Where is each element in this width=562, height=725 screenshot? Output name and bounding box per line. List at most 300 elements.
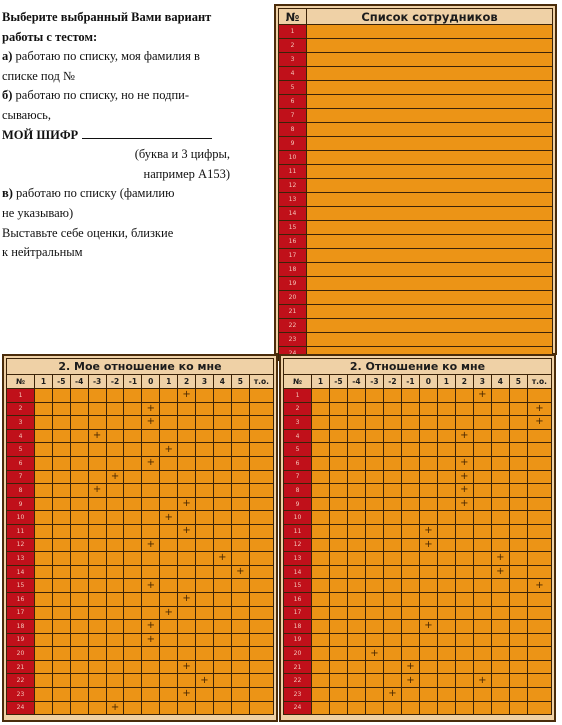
score-cell[interactable] bbox=[329, 470, 347, 484]
score-cell[interactable] bbox=[70, 511, 88, 525]
score-cell[interactable] bbox=[70, 592, 88, 606]
score-cell[interactable] bbox=[437, 647, 455, 661]
score-cell[interactable] bbox=[213, 389, 231, 403]
score-cell[interactable] bbox=[160, 497, 178, 511]
employee-name-cell[interactable] bbox=[307, 109, 553, 123]
score-cell[interactable] bbox=[347, 470, 365, 484]
score-cell[interactable] bbox=[70, 456, 88, 470]
score-cell[interactable]: + bbox=[455, 456, 473, 470]
score-cell[interactable] bbox=[52, 389, 70, 403]
score-cell[interactable] bbox=[383, 538, 401, 552]
score-cell[interactable] bbox=[509, 620, 527, 634]
score-cell[interactable] bbox=[196, 579, 214, 593]
score-cell[interactable] bbox=[365, 688, 383, 702]
score-cell[interactable] bbox=[383, 592, 401, 606]
score-cell[interactable] bbox=[106, 429, 124, 443]
score-cell[interactable] bbox=[142, 647, 160, 661]
score-cell[interactable] bbox=[213, 620, 231, 634]
employee-name-cell[interactable] bbox=[307, 319, 553, 333]
score-cell[interactable] bbox=[347, 538, 365, 552]
score-cell[interactable] bbox=[312, 674, 330, 688]
score-cell[interactable] bbox=[70, 606, 88, 620]
score-cell[interactable] bbox=[142, 674, 160, 688]
score-cell[interactable] bbox=[88, 470, 106, 484]
score-cell[interactable] bbox=[124, 579, 142, 593]
score-cell[interactable] bbox=[249, 470, 273, 484]
score-cell[interactable]: + bbox=[527, 579, 551, 593]
score-cell[interactable] bbox=[509, 456, 527, 470]
score-cell[interactable] bbox=[491, 456, 509, 470]
score-cell[interactable] bbox=[70, 688, 88, 702]
score-cell[interactable] bbox=[491, 660, 509, 674]
score-cell[interactable] bbox=[383, 565, 401, 579]
score-cell[interactable] bbox=[509, 389, 527, 403]
score-cell[interactable] bbox=[329, 497, 347, 511]
score-cell[interactable] bbox=[401, 511, 419, 525]
employee-name-cell[interactable] bbox=[307, 291, 553, 305]
score-cell[interactable]: + bbox=[527, 402, 551, 416]
score-cell[interactable] bbox=[231, 660, 249, 674]
score-cell[interactable] bbox=[473, 456, 491, 470]
score-cell[interactable] bbox=[213, 565, 231, 579]
score-cell[interactable] bbox=[178, 552, 196, 566]
score-cell[interactable] bbox=[52, 416, 70, 430]
score-cell[interactable]: + bbox=[196, 674, 214, 688]
score-cell[interactable]: + bbox=[455, 484, 473, 498]
score-cell[interactable] bbox=[312, 443, 330, 457]
score-cell[interactable] bbox=[160, 565, 178, 579]
score-cell[interactable] bbox=[213, 443, 231, 457]
score-cell[interactable] bbox=[401, 484, 419, 498]
score-cell[interactable] bbox=[527, 592, 551, 606]
score-cell[interactable] bbox=[509, 524, 527, 538]
score-cell[interactable]: + bbox=[401, 660, 419, 674]
score-cell[interactable] bbox=[312, 524, 330, 538]
score-cell[interactable] bbox=[178, 470, 196, 484]
score-cell[interactable] bbox=[52, 443, 70, 457]
score-cell[interactable]: + bbox=[419, 620, 437, 634]
score-cell[interactable] bbox=[196, 647, 214, 661]
score-cell[interactable] bbox=[455, 389, 473, 403]
score-cell[interactable] bbox=[437, 524, 455, 538]
score-cell[interactable] bbox=[106, 402, 124, 416]
score-cell[interactable] bbox=[142, 484, 160, 498]
score-cell[interactable] bbox=[249, 592, 273, 606]
score-cell[interactable] bbox=[142, 606, 160, 620]
score-cell[interactable] bbox=[437, 592, 455, 606]
score-cell[interactable] bbox=[329, 443, 347, 457]
score-cell[interactable] bbox=[70, 443, 88, 457]
score-cell[interactable] bbox=[35, 552, 53, 566]
score-cell[interactable] bbox=[52, 606, 70, 620]
score-cell[interactable] bbox=[249, 579, 273, 593]
score-cell[interactable] bbox=[160, 701, 178, 715]
score-cell[interactable] bbox=[347, 688, 365, 702]
score-cell[interactable] bbox=[35, 688, 53, 702]
score-cell[interactable] bbox=[419, 402, 437, 416]
score-cell[interactable] bbox=[329, 538, 347, 552]
score-cell[interactable] bbox=[527, 497, 551, 511]
score-cell[interactable] bbox=[312, 511, 330, 525]
score-cell[interactable] bbox=[347, 633, 365, 647]
score-cell[interactable] bbox=[213, 416, 231, 430]
score-cell[interactable] bbox=[106, 443, 124, 457]
score-cell[interactable] bbox=[124, 429, 142, 443]
score-cell[interactable] bbox=[88, 701, 106, 715]
score-cell[interactable] bbox=[365, 456, 383, 470]
score-cell[interactable] bbox=[52, 592, 70, 606]
score-cell[interactable] bbox=[249, 660, 273, 674]
score-cell[interactable] bbox=[509, 552, 527, 566]
score-cell[interactable] bbox=[329, 660, 347, 674]
score-cell[interactable] bbox=[401, 565, 419, 579]
score-cell[interactable] bbox=[142, 443, 160, 457]
score-cell[interactable] bbox=[196, 456, 214, 470]
score-cell[interactable] bbox=[88, 633, 106, 647]
score-cell[interactable] bbox=[124, 484, 142, 498]
score-cell[interactable] bbox=[142, 524, 160, 538]
score-cell[interactable] bbox=[249, 456, 273, 470]
score-cell[interactable] bbox=[142, 470, 160, 484]
score-cell[interactable] bbox=[124, 524, 142, 538]
score-cell[interactable]: + bbox=[365, 647, 383, 661]
score-cell[interactable] bbox=[509, 497, 527, 511]
score-cell[interactable] bbox=[178, 701, 196, 715]
score-cell[interactable] bbox=[527, 565, 551, 579]
score-cell[interactable] bbox=[329, 429, 347, 443]
score-cell[interactable] bbox=[35, 484, 53, 498]
score-cell[interactable]: + bbox=[473, 674, 491, 688]
score-cell[interactable]: + bbox=[142, 402, 160, 416]
score-cell[interactable] bbox=[142, 565, 160, 579]
score-cell[interactable] bbox=[70, 633, 88, 647]
score-cell[interactable] bbox=[329, 511, 347, 525]
score-cell[interactable] bbox=[142, 688, 160, 702]
score-cell[interactable] bbox=[401, 592, 419, 606]
score-cell[interactable] bbox=[329, 484, 347, 498]
score-cell[interactable] bbox=[231, 633, 249, 647]
score-cell[interactable] bbox=[527, 389, 551, 403]
score-cell[interactable] bbox=[249, 647, 273, 661]
score-cell[interactable] bbox=[347, 484, 365, 498]
score-cell[interactable] bbox=[160, 484, 178, 498]
score-cell[interactable] bbox=[124, 647, 142, 661]
score-cell[interactable] bbox=[88, 674, 106, 688]
score-cell[interactable] bbox=[196, 565, 214, 579]
score-cell[interactable] bbox=[401, 552, 419, 566]
score-cell[interactable] bbox=[437, 484, 455, 498]
score-cell[interactable] bbox=[365, 579, 383, 593]
score-cell[interactable] bbox=[347, 606, 365, 620]
score-cell[interactable] bbox=[231, 606, 249, 620]
score-cell[interactable] bbox=[106, 592, 124, 606]
score-cell[interactable] bbox=[178, 674, 196, 688]
score-cell[interactable] bbox=[401, 456, 419, 470]
employee-name-cell[interactable] bbox=[307, 151, 553, 165]
score-cell[interactable] bbox=[35, 579, 53, 593]
score-cell[interactable] bbox=[88, 606, 106, 620]
score-cell[interactable] bbox=[312, 565, 330, 579]
score-cell[interactable] bbox=[35, 497, 53, 511]
score-cell[interactable] bbox=[527, 647, 551, 661]
score-cell[interactable] bbox=[178, 620, 196, 634]
score-cell[interactable] bbox=[213, 647, 231, 661]
score-cell[interactable] bbox=[178, 633, 196, 647]
score-cell[interactable] bbox=[178, 456, 196, 470]
score-cell[interactable] bbox=[70, 701, 88, 715]
score-cell[interactable] bbox=[437, 579, 455, 593]
score-cell[interactable] bbox=[196, 497, 214, 511]
score-cell[interactable] bbox=[419, 389, 437, 403]
score-cell[interactable] bbox=[312, 579, 330, 593]
score-cell[interactable] bbox=[249, 416, 273, 430]
score-cell[interactable]: + bbox=[142, 579, 160, 593]
score-cell[interactable] bbox=[106, 688, 124, 702]
score-cell[interactable] bbox=[455, 524, 473, 538]
score-cell[interactable] bbox=[383, 497, 401, 511]
score-cell[interactable] bbox=[178, 538, 196, 552]
score-cell[interactable] bbox=[196, 620, 214, 634]
score-cell[interactable] bbox=[509, 674, 527, 688]
score-cell[interactable] bbox=[509, 511, 527, 525]
score-cell[interactable] bbox=[196, 688, 214, 702]
score-cell[interactable] bbox=[178, 443, 196, 457]
score-cell[interactable] bbox=[527, 470, 551, 484]
score-cell[interactable] bbox=[213, 674, 231, 688]
score-cell[interactable] bbox=[365, 660, 383, 674]
score-cell[interactable] bbox=[106, 552, 124, 566]
score-cell[interactable] bbox=[455, 511, 473, 525]
score-cell[interactable] bbox=[329, 389, 347, 403]
score-cell[interactable] bbox=[106, 416, 124, 430]
score-cell[interactable] bbox=[347, 565, 365, 579]
score-cell[interactable]: + bbox=[178, 497, 196, 511]
score-cell[interactable] bbox=[178, 606, 196, 620]
score-cell[interactable] bbox=[329, 524, 347, 538]
score-cell[interactable] bbox=[455, 701, 473, 715]
score-cell[interactable] bbox=[365, 497, 383, 511]
score-cell[interactable]: + bbox=[401, 674, 419, 688]
score-cell[interactable] bbox=[347, 701, 365, 715]
score-cell[interactable] bbox=[329, 592, 347, 606]
score-cell[interactable]: + bbox=[178, 592, 196, 606]
score-cell[interactable] bbox=[437, 674, 455, 688]
employee-name-cell[interactable] bbox=[307, 221, 553, 235]
score-cell[interactable] bbox=[35, 647, 53, 661]
score-cell[interactable] bbox=[231, 497, 249, 511]
score-cell[interactable] bbox=[178, 511, 196, 525]
score-cell[interactable] bbox=[419, 511, 437, 525]
employee-name-cell[interactable] bbox=[307, 39, 553, 53]
employee-name-cell[interactable] bbox=[307, 53, 553, 67]
score-cell[interactable] bbox=[249, 565, 273, 579]
score-cell[interactable] bbox=[455, 565, 473, 579]
score-cell[interactable] bbox=[401, 647, 419, 661]
score-cell[interactable] bbox=[329, 674, 347, 688]
score-cell[interactable] bbox=[383, 606, 401, 620]
score-cell[interactable] bbox=[491, 701, 509, 715]
score-cell[interactable] bbox=[70, 429, 88, 443]
score-cell[interactable] bbox=[196, 484, 214, 498]
score-cell[interactable] bbox=[178, 579, 196, 593]
score-cell[interactable] bbox=[35, 592, 53, 606]
score-cell[interactable] bbox=[455, 592, 473, 606]
score-cell[interactable] bbox=[401, 606, 419, 620]
score-cell[interactable] bbox=[401, 579, 419, 593]
score-cell[interactable] bbox=[160, 402, 178, 416]
score-cell[interactable] bbox=[473, 701, 491, 715]
score-cell[interactable] bbox=[419, 688, 437, 702]
score-cell[interactable] bbox=[231, 402, 249, 416]
score-cell[interactable] bbox=[213, 511, 231, 525]
score-cell[interactable] bbox=[124, 701, 142, 715]
score-cell[interactable] bbox=[70, 565, 88, 579]
score-cell[interactable] bbox=[70, 620, 88, 634]
score-cell[interactable] bbox=[231, 524, 249, 538]
score-cell[interactable] bbox=[347, 660, 365, 674]
score-cell[interactable] bbox=[88, 538, 106, 552]
employee-name-cell[interactable] bbox=[307, 165, 553, 179]
score-cell[interactable] bbox=[365, 443, 383, 457]
score-cell[interactable] bbox=[473, 633, 491, 647]
score-cell[interactable] bbox=[455, 579, 473, 593]
score-cell[interactable] bbox=[347, 620, 365, 634]
score-cell[interactable] bbox=[509, 538, 527, 552]
score-cell[interactable] bbox=[312, 389, 330, 403]
score-cell[interactable]: + bbox=[473, 389, 491, 403]
score-cell[interactable] bbox=[365, 674, 383, 688]
score-cell[interactable] bbox=[106, 456, 124, 470]
score-cell[interactable] bbox=[491, 443, 509, 457]
score-cell[interactable] bbox=[231, 688, 249, 702]
score-cell[interactable] bbox=[509, 633, 527, 647]
score-cell[interactable] bbox=[35, 416, 53, 430]
score-cell[interactable] bbox=[347, 647, 365, 661]
employee-name-cell[interactable] bbox=[307, 207, 553, 221]
score-cell[interactable] bbox=[473, 524, 491, 538]
score-cell[interactable] bbox=[213, 606, 231, 620]
score-cell[interactable] bbox=[312, 688, 330, 702]
score-cell[interactable] bbox=[419, 633, 437, 647]
score-cell[interactable] bbox=[509, 429, 527, 443]
score-cell[interactable] bbox=[70, 524, 88, 538]
score-cell[interactable] bbox=[509, 484, 527, 498]
score-cell[interactable] bbox=[401, 402, 419, 416]
score-cell[interactable] bbox=[106, 538, 124, 552]
score-cell[interactable] bbox=[383, 620, 401, 634]
score-cell[interactable] bbox=[419, 701, 437, 715]
score-cell[interactable] bbox=[249, 633, 273, 647]
score-cell[interactable] bbox=[527, 701, 551, 715]
score-cell[interactable] bbox=[347, 402, 365, 416]
score-cell[interactable] bbox=[52, 552, 70, 566]
score-cell[interactable] bbox=[52, 470, 70, 484]
score-cell[interactable] bbox=[70, 389, 88, 403]
score-cell[interactable] bbox=[383, 484, 401, 498]
score-cell[interactable] bbox=[231, 389, 249, 403]
employee-name-cell[interactable] bbox=[307, 263, 553, 277]
score-cell[interactable] bbox=[383, 470, 401, 484]
score-cell[interactable] bbox=[365, 484, 383, 498]
employee-name-cell[interactable] bbox=[307, 277, 553, 291]
score-cell[interactable] bbox=[213, 592, 231, 606]
score-cell[interactable] bbox=[383, 524, 401, 538]
score-cell[interactable]: + bbox=[383, 688, 401, 702]
score-cell[interactable] bbox=[142, 701, 160, 715]
score-cell[interactable] bbox=[106, 524, 124, 538]
score-cell[interactable] bbox=[249, 701, 273, 715]
score-cell[interactable] bbox=[365, 538, 383, 552]
score-cell[interactable] bbox=[419, 470, 437, 484]
score-cell[interactable] bbox=[473, 429, 491, 443]
score-cell[interactable] bbox=[88, 565, 106, 579]
score-cell[interactable] bbox=[473, 538, 491, 552]
score-cell[interactable] bbox=[196, 511, 214, 525]
score-cell[interactable] bbox=[249, 402, 273, 416]
score-cell[interactable] bbox=[160, 688, 178, 702]
score-cell[interactable] bbox=[455, 674, 473, 688]
score-cell[interactable] bbox=[124, 497, 142, 511]
score-cell[interactable] bbox=[312, 484, 330, 498]
score-cell[interactable] bbox=[437, 456, 455, 470]
score-cell[interactable] bbox=[491, 592, 509, 606]
score-cell[interactable] bbox=[88, 511, 106, 525]
score-cell[interactable] bbox=[437, 538, 455, 552]
score-cell[interactable] bbox=[231, 511, 249, 525]
score-cell[interactable] bbox=[35, 701, 53, 715]
score-cell[interactable] bbox=[160, 416, 178, 430]
score-cell[interactable] bbox=[124, 688, 142, 702]
score-cell[interactable] bbox=[365, 389, 383, 403]
score-cell[interactable] bbox=[249, 497, 273, 511]
score-cell[interactable] bbox=[419, 592, 437, 606]
score-cell[interactable] bbox=[383, 633, 401, 647]
score-cell[interactable] bbox=[124, 538, 142, 552]
score-cell[interactable] bbox=[124, 565, 142, 579]
score-cell[interactable] bbox=[160, 389, 178, 403]
score-cell[interactable] bbox=[106, 606, 124, 620]
score-cell[interactable] bbox=[527, 633, 551, 647]
score-cell[interactable] bbox=[347, 592, 365, 606]
score-cell[interactable] bbox=[383, 701, 401, 715]
score-cell[interactable] bbox=[231, 416, 249, 430]
score-cell[interactable] bbox=[231, 552, 249, 566]
employee-name-cell[interactable] bbox=[307, 249, 553, 263]
score-cell[interactable] bbox=[231, 470, 249, 484]
score-cell[interactable] bbox=[160, 470, 178, 484]
score-cell[interactable] bbox=[419, 429, 437, 443]
score-cell[interactable] bbox=[491, 606, 509, 620]
score-cell[interactable] bbox=[88, 579, 106, 593]
score-cell[interactable] bbox=[527, 688, 551, 702]
score-cell[interactable] bbox=[52, 524, 70, 538]
score-cell[interactable] bbox=[312, 402, 330, 416]
score-cell[interactable] bbox=[106, 579, 124, 593]
employee-name-cell[interactable] bbox=[307, 67, 553, 81]
score-cell[interactable] bbox=[35, 674, 53, 688]
score-cell[interactable] bbox=[455, 660, 473, 674]
score-cell[interactable] bbox=[509, 688, 527, 702]
score-cell[interactable] bbox=[437, 497, 455, 511]
score-cell[interactable] bbox=[329, 620, 347, 634]
score-cell[interactable] bbox=[455, 402, 473, 416]
score-cell[interactable] bbox=[473, 592, 491, 606]
score-cell[interactable] bbox=[142, 660, 160, 674]
score-cell[interactable] bbox=[401, 429, 419, 443]
score-cell[interactable] bbox=[455, 606, 473, 620]
score-cell[interactable] bbox=[196, 524, 214, 538]
score-cell[interactable] bbox=[365, 416, 383, 430]
